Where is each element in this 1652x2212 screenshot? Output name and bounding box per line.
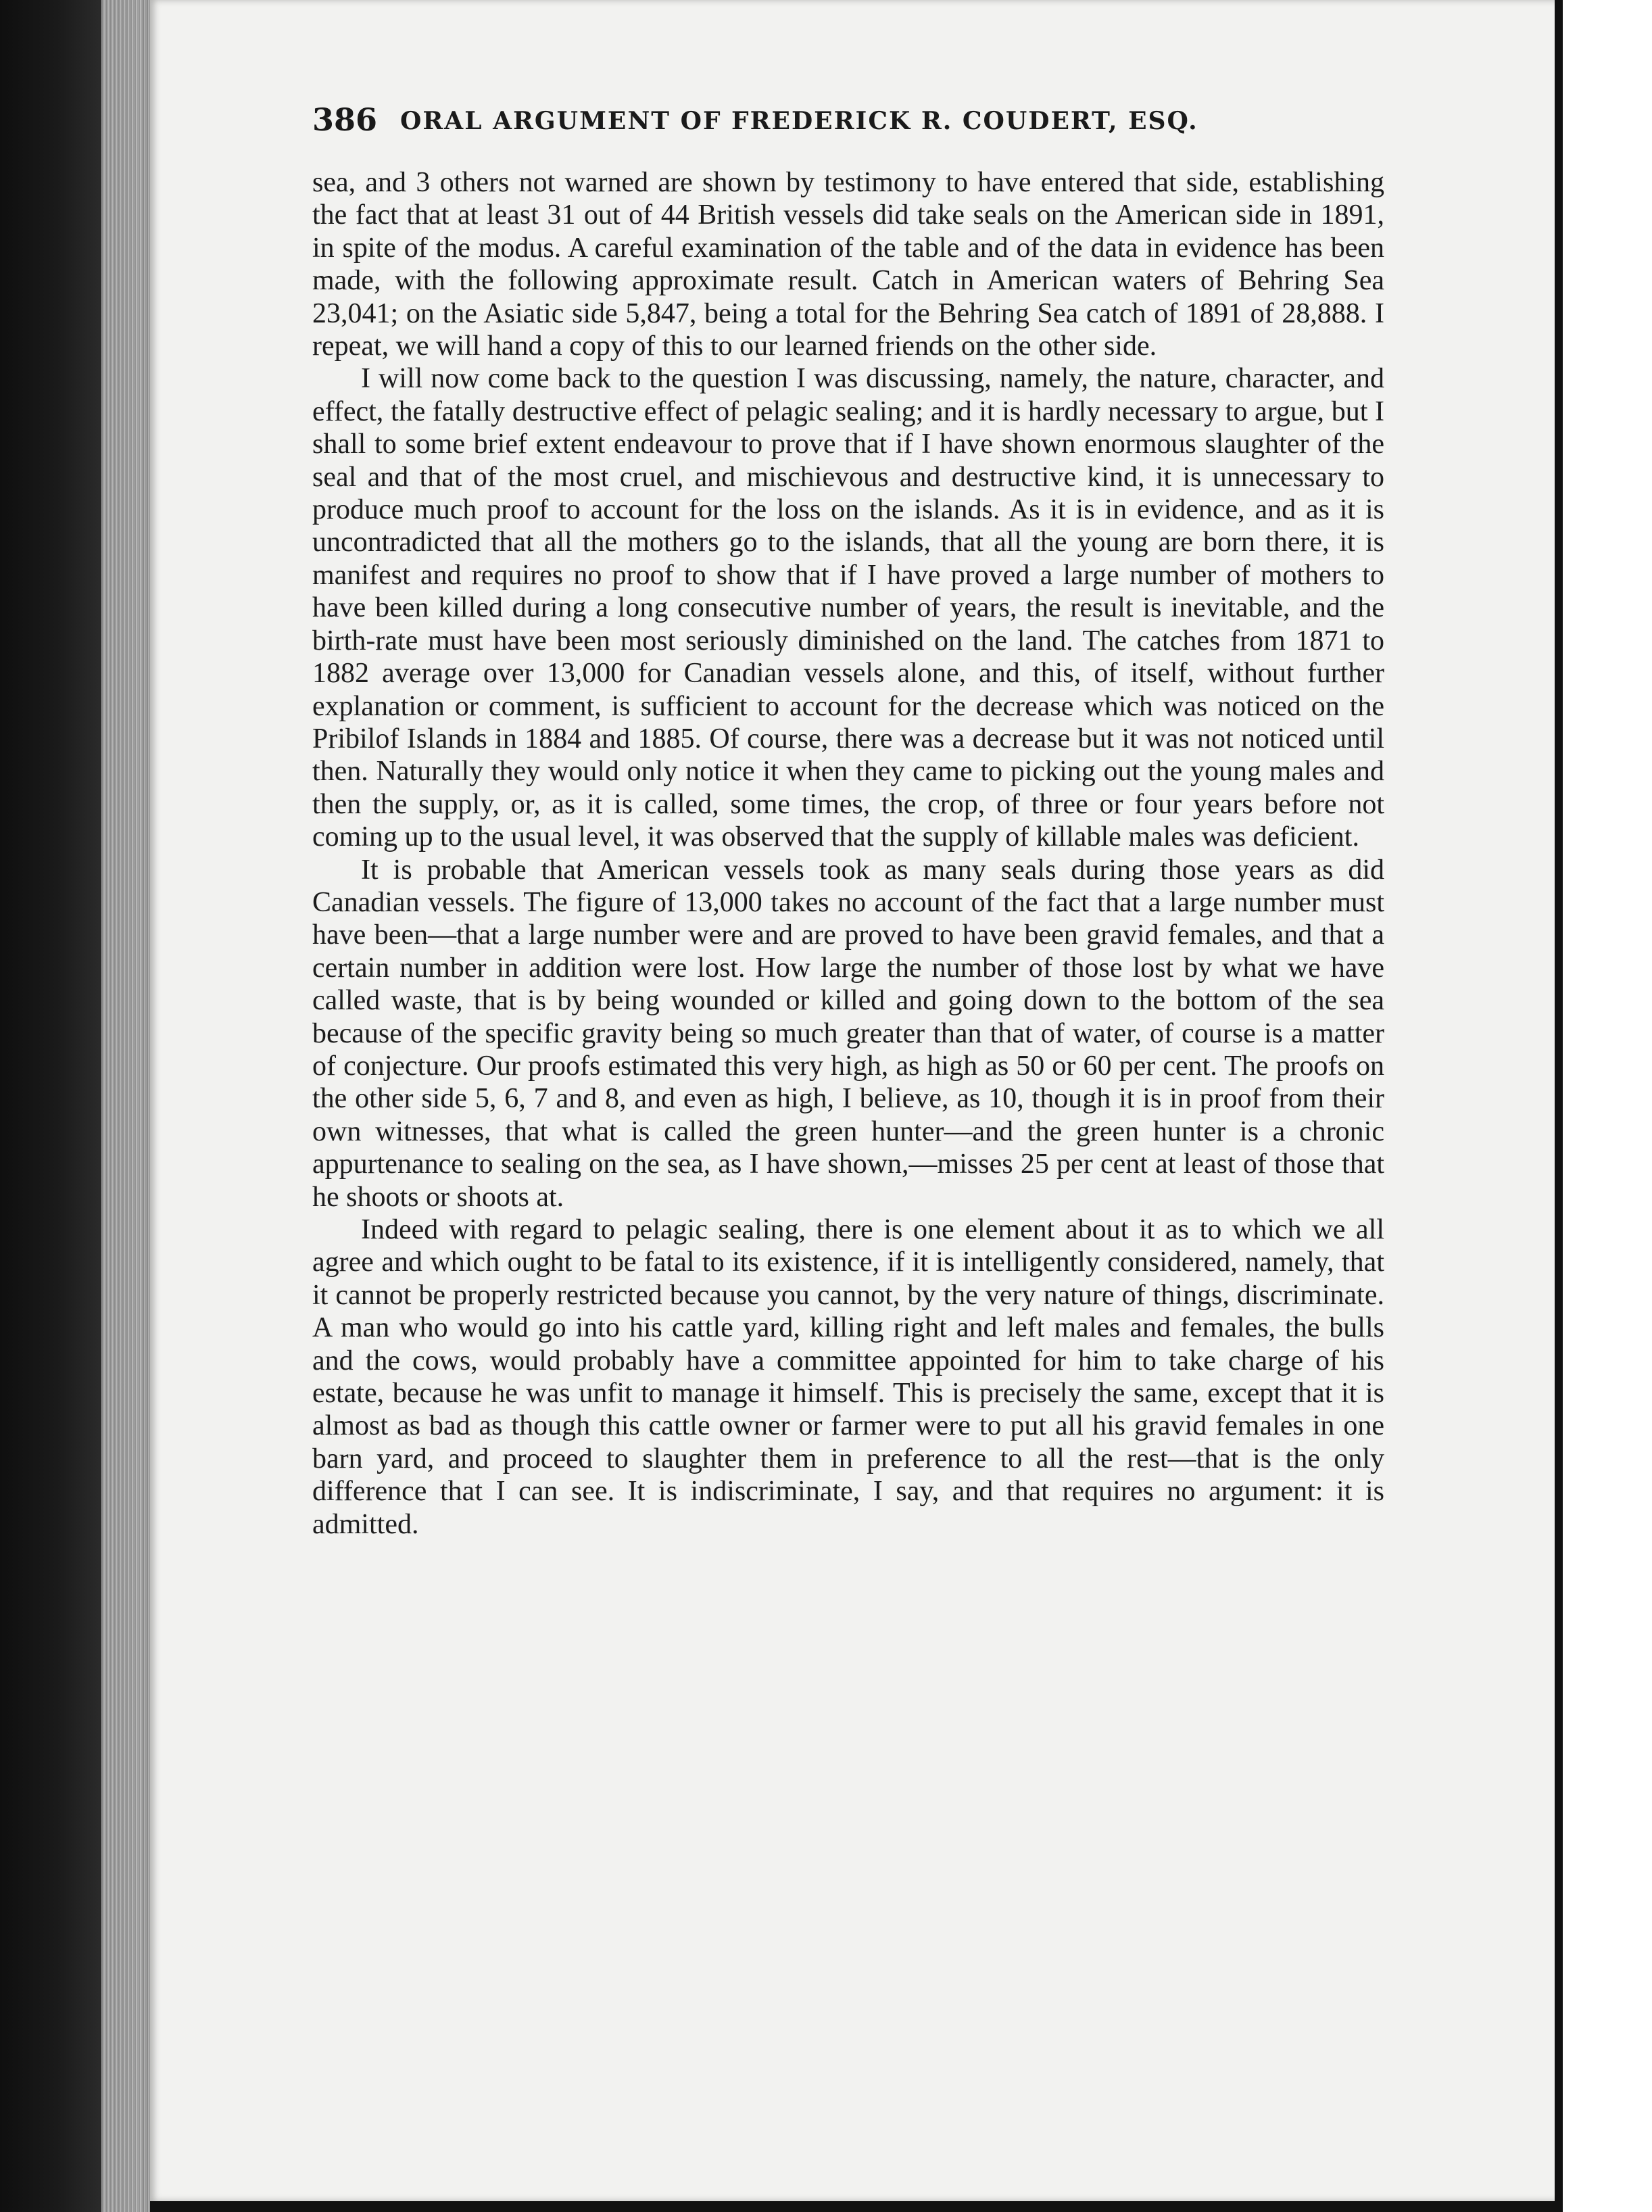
paragraph-4: Indeed with regard to pelagic sealing, there is one element about it as to which we all agree and which ought to be fatal to its existence, if it is intelligently considered, namely, that it cannot be properly restricted because you cannot, by the very nature of things, discriminate. A man who would go into his cattle yard, killing right and left males and females, the bulls and the cows, would probably have a committee appointed for him to take charge of his estate, because he was unfit to manage it himself. This is precisely the same, except that it is almost as bad as though this cattle owner or farmer were to put all his gravid females in one barn yard, and proceed to slaughter them in preference to all the rest—that is the only difference that I can see. It is indiscriminate, I say, and that requires no argument: it is admitted.	[312, 1214, 1384, 1540]
page-edges	[101, 0, 155, 2212]
body-text	[312, 166, 1384, 1541]
page-gutter-line	[1555, 0, 1563, 2212]
scan-bottom-border	[150, 2201, 1563, 2212]
paragraph-1: sea, and 3 others not warned are shown by testimony to have entered that side, establishing the fact that at least 31 out of 44 British vessels did take seals on the American side in 1891, in spite of the modus. A careful examination of the table and of the data in evidence has been made, with the following approximate result. Catch in American waters of Behring Sea 23,041; on the Asiatic side 5,847, being a total for the Behring Sea catch of 1891 of 28,888. I repeat, we will hand a copy of this to our learned friends on the other side.	[312, 167, 1384, 362]
paragraph-2: I will now come back to the question I was discussing, namely, the nature, character, and effect, the fatally destructive effect of pelagic sealing; and it is hardly necessary to argue, but I shall to some brief extent endeavour to prove that if I have shown enormous slaughter of the seal and that of the most cruel, and mischievous and destructive kind, it is unnecessary to produce much proof to account for the loss on the islands. As it is in evidence, and as it is uncontradicted that all the mothers go to the islands, that all the young are born there, it is manifest and requires no proof to show that if I have proved a large number of mothers to have been killed during a long consecutive number of years, the result is inevitable, and the birth-rate must have been most seriously diminished on the land. The catches from 1871 to 1882 average over 13,000 for Canadian vessels alone, and this, of itself, without further explanation or comment, is sufficient to account for the decrease which was noticed on the Pribilof Islands in 1884 and 1885. Of course, there was a decrease but it was not noticed until then. Naturally they would only notice it when they came to picking out the young males and then the supply, or, as it is called, some times, the crop, of three or four years before not coming up to the usual level, it was observed that the supply of killable males was deficient.	[312, 363, 1384, 853]
running-title: ORAL ARGUMENT OF FREDERICK R. COUDERT, ESQ.	[400, 107, 1198, 135]
running-header	[312, 101, 1259, 142]
paragraph-3: It is probable that American vessels took as many seals during those years as did Canadian vessels. The figure of 13,000 takes no account of the fact that a large number must have been—that a large number were and are proved to have been gravid females, and that a certain number in addition were lost. How large the number of those lost by what we have called waste, that is by being wounded or killed and going down to the bottom of the sea because of the specific gravity being so much greater than that of water, of course is a matter of conjecture. Our proofs estimated this very high, as high as 50 or 60 per cent. The proofs on the other side 5, 6, 7 and 8, and even as high, I believe, as 10, though it is in proof from their own witnesses, that what is called the green hunter—and the green hunter is a chronic appurtenance to sealing on the sea, as I have shown,—misses 25 per cent at least of those that he shoots or shoots at.	[312, 854, 1384, 1213]
scan-margin	[1563, 0, 1652, 2212]
page-number: 386	[312, 101, 378, 138]
